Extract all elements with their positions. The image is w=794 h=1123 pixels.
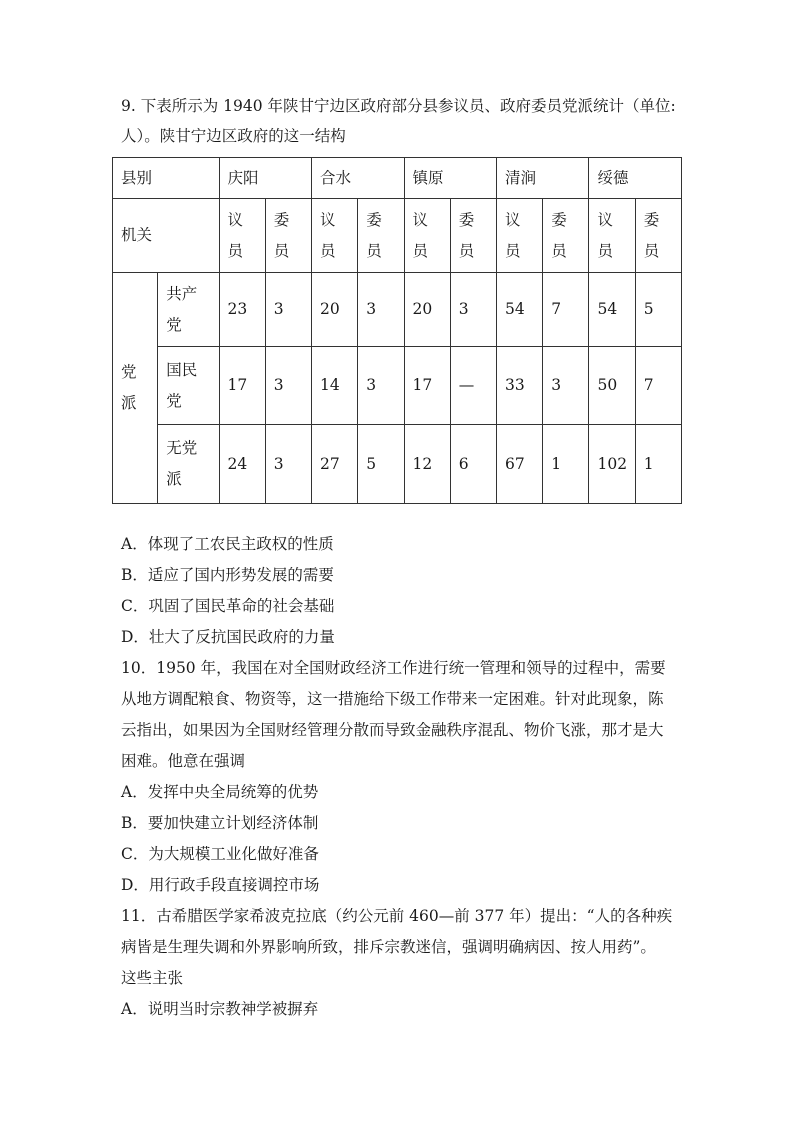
option-a: A．说明当时宗教神学被摒弃	[121, 1000, 319, 1018]
value-cell: 67	[497, 425, 543, 504]
value-cell: 33	[497, 347, 543, 425]
value-cell: 1	[635, 425, 681, 504]
question-10-stem-line-1: 10．1950 年，我国在对全国财政经济工作进行统一管理和领导的过程中，需要	[121, 659, 666, 677]
table-row-organs	[113, 199, 682, 273]
option-b: B．适应了国内形势发展的需要	[121, 566, 334, 584]
subheader-cell: 委 员	[265, 199, 311, 273]
question-11-stem-line-2: 病皆是生理失调和外界影响所致，排斥宗教迷信，强调明确病因、按人用药”。	[121, 938, 656, 956]
party-name-cell: 国民 党	[158, 347, 219, 425]
option-a: A．体现了工农民主政权的性质	[121, 535, 334, 553]
subheader-cell: 委 员	[543, 199, 589, 273]
party-name-cell: 无党 派	[158, 425, 219, 504]
subheader-cell: 议 员	[404, 199, 450, 273]
county-cell: 绥德	[589, 158, 682, 199]
value-cell: 17	[219, 347, 265, 425]
value-cell: 17	[404, 347, 450, 425]
value-cell: 27	[312, 425, 358, 504]
value-cell: 24	[219, 425, 265, 504]
value-cell: 20	[312, 273, 358, 347]
value-cell: 3	[543, 347, 589, 425]
value-cell: 3	[358, 347, 404, 425]
value-cell: 54	[589, 273, 635, 347]
county-cell: 镇原	[404, 158, 496, 199]
value-cell: 7	[635, 347, 681, 425]
value-cell: 102	[589, 425, 635, 504]
subheader-cell: 议 员	[589, 199, 635, 273]
value-cell: 6	[450, 425, 496, 504]
subheader-cell: 议 员	[312, 199, 358, 273]
value-cell: 3	[450, 273, 496, 347]
table-row-counties	[113, 158, 682, 199]
value-cell: 5	[635, 273, 681, 347]
county-cell: 庆阳	[219, 158, 311, 199]
subheader-cell: 委 员	[635, 199, 681, 273]
question-10-stem-line-2: 从地方调配粮食、物资等，这一措施给下级工作带来一定困难。针对此现象，陈	[121, 690, 664, 708]
option-d: D．用行政手段直接调控市场	[121, 876, 320, 894]
value-cell: 3	[265, 273, 311, 347]
value-cell: 50	[589, 347, 635, 425]
value-cell: 3	[265, 347, 311, 425]
question-10-stem-line-3: 云指出，如果因为全国财经管理分散而导致金融秩序混乱、物价飞涨，那才是大	[121, 721, 664, 739]
option-c: C．巩固了国民革命的社会基础	[121, 597, 335, 615]
subheader-cell: 委 员	[358, 199, 404, 273]
question-10-stem-line-4: 困难。他意在强调	[121, 752, 246, 770]
option-a: A．发挥中央全局统筹的优势	[121, 783, 319, 801]
table-row-nonpartisan	[113, 425, 682, 504]
subheader-cell: 议 员	[497, 199, 543, 273]
value-cell: 54	[497, 273, 543, 347]
value-cell: 5	[358, 425, 404, 504]
value-cell: 1	[543, 425, 589, 504]
county-cell: 清涧	[497, 158, 589, 199]
subheader-cell: 委 员	[450, 199, 496, 273]
question-9-stem-line-1: 9. 下表所示为 1940 年陕甘宁边区政府部分县参议员、政府委员党派统计（单位:	[121, 97, 676, 115]
party-name-cell: 共产 党	[158, 273, 219, 347]
subheader-cell: 议 员	[219, 199, 265, 273]
option-c: C．为大规模工业化做好准备	[121, 845, 319, 863]
table-row-communist	[113, 273, 682, 347]
question-11-stem-line-1: 11．古希腊医学家希波克拉底（约公元前 460—前 377 年）提出：“人的各种疾	[121, 907, 673, 925]
table-row-kuomintang	[113, 347, 682, 425]
question-9-stem-line-2: 人）。陕甘宁边区政府的这一结构	[121, 127, 346, 145]
value-cell: 3	[358, 273, 404, 347]
value-cell: 3	[265, 425, 311, 504]
option-b: B．要加快建立计划经济体制	[121, 814, 319, 832]
value-cell: 14	[312, 347, 358, 425]
county-cell: 合水	[312, 158, 404, 199]
value-cell: 23	[219, 273, 265, 347]
value-cell: 12	[404, 425, 450, 504]
party-statistics-table	[112, 157, 682, 504]
option-d: D．壮大了反抗国民政府的力量	[121, 628, 335, 646]
county-header-cell: 县别	[113, 158, 220, 199]
party-header-cell: 党 派	[113, 273, 158, 504]
organ-header-cell: 机关	[113, 199, 220, 273]
value-cell: 7	[543, 273, 589, 347]
value-cell: 20	[404, 273, 450, 347]
value-cell: —	[450, 347, 496, 425]
question-11-stem-line-3: 这些主张	[121, 969, 184, 987]
